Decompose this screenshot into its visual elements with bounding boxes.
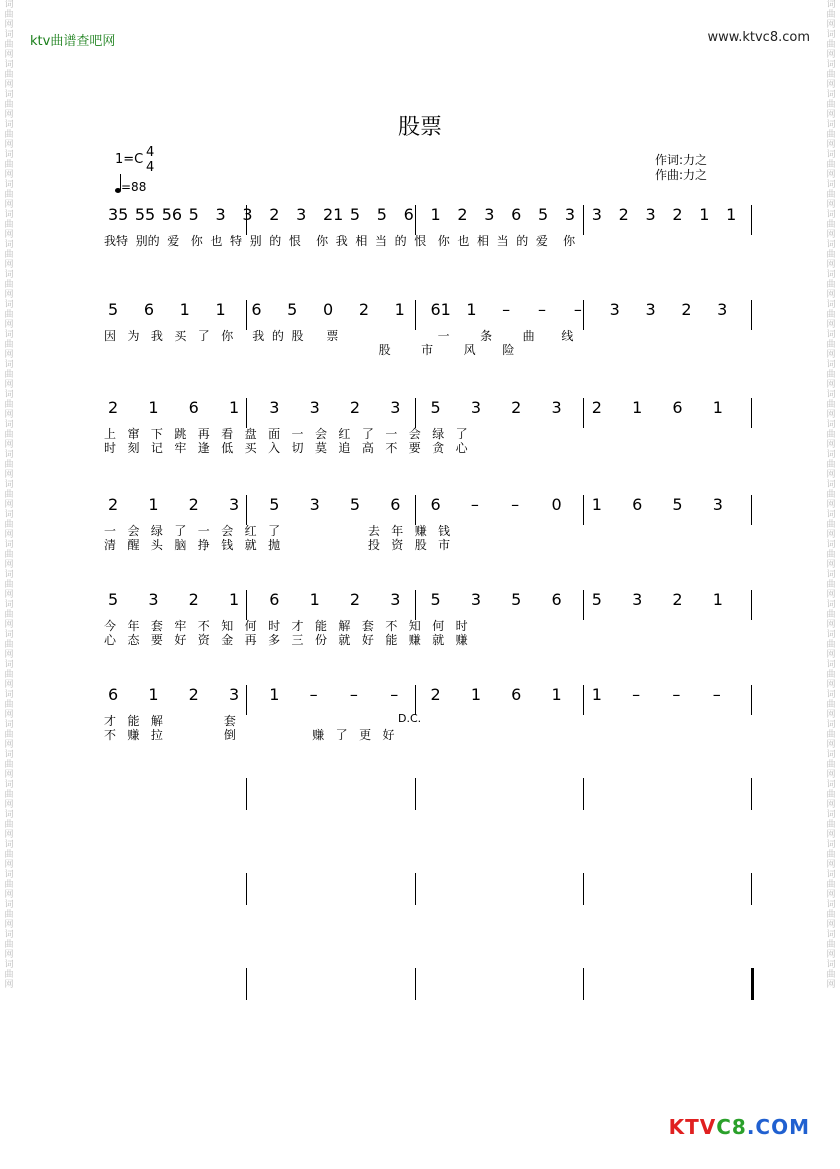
- note: 2: [349, 398, 361, 417]
- composer: 作曲:力之: [655, 168, 708, 182]
- song-title: 股票: [397, 115, 442, 140]
- note: 2: [108, 495, 119, 514]
- note: 5: [349, 495, 361, 514]
- barline: [583, 778, 584, 810]
- note: 35: [108, 205, 129, 224]
- note: 3: [228, 685, 240, 704]
- barline: [246, 685, 247, 715]
- tempo: =88: [115, 180, 146, 194]
- note: –: [390, 685, 399, 704]
- note: 55: [134, 205, 156, 224]
- note: 61: [430, 300, 451, 319]
- note: 2: [511, 398, 522, 417]
- note: 5: [188, 205, 199, 224]
- barline: [415, 205, 416, 235]
- note: 2: [681, 300, 692, 319]
- barline: [246, 968, 247, 1000]
- barline: [751, 778, 752, 810]
- note: 3: [215, 205, 226, 224]
- time-top: 4: [146, 145, 155, 160]
- note: 3: [484, 205, 495, 224]
- barline: [751, 685, 752, 715]
- watermark-left: 词曲网词曲网词曲网词曲网词曲网词曲网词曲网词曲网词曲网词曲网词曲网词曲网词曲网词曲网词曲网词曲网词曲网词曲网词曲网词曲网词曲网词曲网词曲网词曲网词曲网词曲网词曲网词曲网词曲网词曲网词曲网词曲网词曲网: [4, 0, 14, 990]
- time-bottom: 4: [146, 160, 155, 175]
- note: –: [309, 685, 318, 704]
- note: 5: [376, 205, 387, 224]
- note: 3: [591, 205, 602, 224]
- note: 5: [430, 398, 441, 417]
- lyrics-line-2: 心 态 要 好 资 金 再 多 三 份 就 好 能 赚 就 赚: [104, 633, 468, 647]
- note: 5: [591, 590, 602, 609]
- note: 2: [457, 205, 468, 224]
- barline: [583, 300, 584, 330]
- note: 6: [143, 300, 155, 319]
- note: 1: [712, 590, 723, 609]
- note: 1: [632, 398, 643, 417]
- note: 1: [726, 205, 737, 224]
- site-logo: KTVC8.COM: [668, 1115, 810, 1139]
- note: 0: [323, 300, 334, 319]
- note: 1: [699, 205, 710, 224]
- note: 6: [672, 398, 683, 417]
- lyrics-line-1: 才 能 解 套: [104, 714, 236, 728]
- note: 56: [161, 205, 183, 224]
- barline: [246, 590, 247, 620]
- note: 2: [108, 398, 119, 417]
- barline: [583, 398, 584, 428]
- note: –: [712, 685, 721, 704]
- lyrics-line-1: 因 为 我 买 了 你 我 的 股 票 一 条 曲 线: [104, 329, 574, 343]
- note: 3: [269, 398, 280, 417]
- note: 3: [470, 590, 481, 609]
- note: 1: [551, 685, 562, 704]
- barline: [246, 778, 247, 810]
- note: 3: [609, 300, 620, 319]
- barline: [583, 205, 584, 235]
- note: 2: [591, 398, 602, 417]
- note: 1: [148, 398, 159, 417]
- barline: [415, 300, 416, 330]
- note: 1: [148, 685, 159, 704]
- site-name: ktv曲谱查吧网: [30, 34, 116, 49]
- note: 2: [269, 205, 280, 224]
- site-url: www.ktvc8.com: [707, 30, 810, 45]
- note: 2: [672, 590, 683, 609]
- barline: [246, 398, 247, 428]
- barline: [751, 205, 752, 235]
- note: 6: [251, 300, 262, 319]
- note: 3: [390, 590, 401, 609]
- note: 3: [551, 398, 562, 417]
- note: 6: [511, 685, 522, 704]
- lyrics-line-2: 不 赚 拉 倒 赚 了 更 好: [104, 728, 395, 742]
- note: 6: [511, 205, 522, 224]
- barline: [246, 495, 247, 525]
- note: 2: [430, 685, 441, 704]
- barline: [415, 495, 416, 525]
- note: 1: [591, 685, 602, 704]
- note: 1: [394, 300, 405, 319]
- note: 2: [188, 685, 199, 704]
- note: 6: [108, 685, 119, 704]
- barline: [415, 590, 416, 620]
- barline: [415, 968, 416, 1000]
- barline: [246, 873, 247, 905]
- note: 5: [108, 590, 119, 609]
- note: 6: [390, 495, 401, 514]
- note: 5: [511, 590, 522, 609]
- note: 3: [717, 300, 728, 319]
- note: 3: [645, 205, 656, 224]
- lyricist: 作词:力之: [655, 153, 708, 167]
- barline: [415, 398, 416, 428]
- note: 21: [323, 205, 344, 224]
- credits: [655, 153, 707, 183]
- note: 1: [591, 495, 602, 514]
- note: 5: [108, 300, 119, 319]
- note: –: [511, 495, 520, 514]
- note: 2: [188, 495, 199, 514]
- note: 2: [349, 590, 361, 609]
- quarter-note-icon: [115, 188, 121, 193]
- note: –: [632, 685, 641, 704]
- note: 5: [349, 205, 361, 224]
- note: 1: [228, 398, 240, 417]
- note: 6: [632, 495, 643, 514]
- note: 3: [148, 590, 159, 609]
- note: 1: [228, 590, 240, 609]
- note: 3: [228, 495, 240, 514]
- note: 5: [430, 590, 441, 609]
- note: 1: [215, 300, 226, 319]
- note: –: [470, 495, 479, 514]
- lyrics-line-2: 时 刻 记 牢 逢 低 买 入 切 莫 追 高 不 要 贪 心: [104, 441, 468, 455]
- note: 1: [712, 398, 723, 417]
- note: 6: [403, 205, 414, 224]
- lyrics-line-1: 今 年 套 牢 不 知 何 时 才 能 解 套 不 知 何 时: [104, 619, 468, 633]
- note: 6: [188, 398, 199, 417]
- time-signature: [146, 145, 154, 175]
- note: 3: [645, 300, 656, 319]
- watermark-right: 词曲网词曲网词曲网词曲网词曲网词曲网词曲网词曲网词曲网词曲网词曲网词曲网词曲网词曲网词曲网词曲网词曲网词曲网词曲网词曲网词曲网词曲网词曲网词曲网词曲网词曲网词曲网词曲网词曲网词曲网词曲网词曲网词曲网: [826, 0, 836, 990]
- barline: [751, 495, 752, 525]
- note: 5: [538, 205, 549, 224]
- barline: [751, 300, 752, 330]
- note: –: [672, 685, 681, 704]
- note: 3: [309, 495, 320, 514]
- note: 6: [430, 495, 441, 514]
- barline: [751, 873, 752, 905]
- note: 6: [551, 590, 562, 609]
- note: –: [502, 300, 511, 319]
- note: 6: [269, 590, 280, 609]
- note: –: [538, 300, 546, 319]
- barline: [751, 590, 752, 620]
- note: 3: [470, 398, 481, 417]
- barline: [246, 300, 247, 330]
- note: 3: [242, 205, 253, 224]
- note: 5: [287, 300, 298, 319]
- lyrics-line-2: 股 市 风 险: [104, 343, 515, 357]
- lyrics-line-1: 我特 别的 爱 你 也 特 别 的 恨 你 我 相 当 的 恨 你 也 相 当 的 爱 你: [104, 234, 576, 248]
- note: 2: [672, 205, 683, 224]
- note: 2: [358, 300, 370, 319]
- barline: [583, 685, 584, 715]
- barline: [583, 495, 584, 525]
- note: 1: [148, 495, 159, 514]
- note: 3: [309, 398, 320, 417]
- note: 1: [466, 300, 477, 319]
- note: 1: [269, 685, 280, 704]
- note: 0: [551, 495, 562, 514]
- note: 3: [712, 495, 723, 514]
- barline: [751, 398, 752, 428]
- note: –: [573, 300, 582, 319]
- note: 1: [470, 685, 481, 704]
- key-signature: 1=C: [115, 152, 144, 167]
- barline: [751, 968, 754, 1000]
- note: –: [349, 685, 358, 704]
- note: 1: [309, 590, 320, 609]
- note: 3: [632, 590, 643, 609]
- note: 5: [672, 495, 683, 514]
- lyrics-line-1: 一 会 绿 了 一 会 红 了 去 年 赚 钱: [104, 524, 451, 538]
- note: 2: [188, 590, 199, 609]
- barline: [415, 778, 416, 810]
- note: 2: [618, 205, 629, 224]
- note: 5: [269, 495, 280, 514]
- barline: [415, 685, 416, 715]
- barline: [583, 590, 584, 620]
- note: 1: [430, 205, 441, 224]
- barline: [583, 968, 584, 1000]
- note: 3: [564, 205, 576, 224]
- barline: [583, 873, 584, 905]
- note: 3: [296, 205, 307, 224]
- barline: [415, 873, 416, 905]
- note: 3: [390, 398, 401, 417]
- note: 1: [179, 300, 190, 319]
- lyrics-line-1: 上 窜 下 跳 再 看 盘 面 一 会 红 了 一 会 绿 了: [104, 427, 468, 441]
- dc-marking: D.C.: [398, 712, 422, 725]
- lyrics-line-2: 清 醒 头 脑 挣 钱 就 抛 投 资 股 市: [104, 538, 451, 552]
